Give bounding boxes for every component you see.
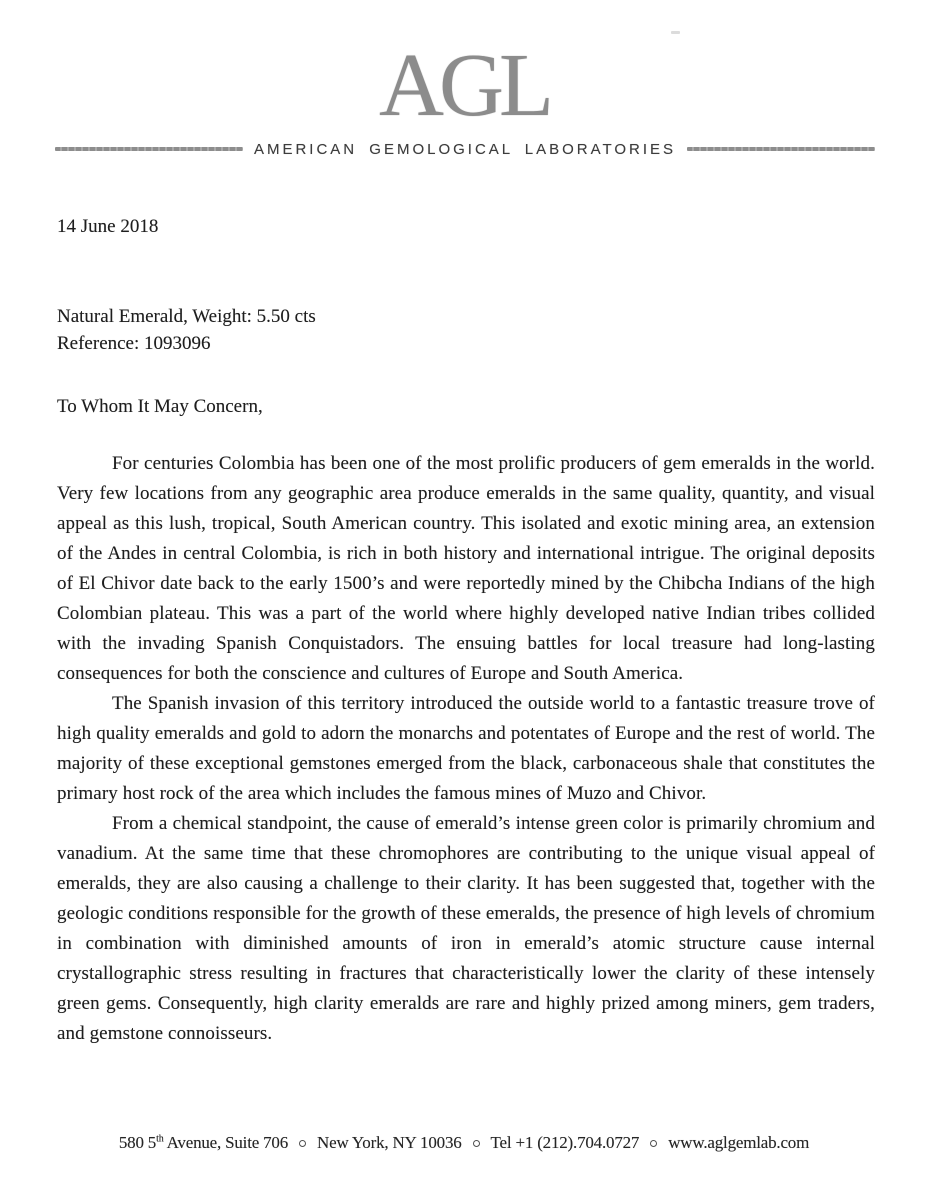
- subject-weight-line: Natural Emerald, Weight: 5.50 cts: [57, 306, 316, 327]
- org-name: AMERICAN GEMOLOGICAL LABORATORIES: [253, 140, 677, 158]
- footer-address: 580 5th Avenue, Suite 706: [118, 1133, 289, 1152]
- header-rule-row: [55, 137, 875, 161]
- salutation: To Whom It May Concern,: [57, 396, 263, 417]
- agl-logo: AGL: [379, 36, 549, 135]
- footer-website: www.aglgemlab.com: [668, 1133, 810, 1152]
- ordinal-suffix: th: [156, 1133, 164, 1145]
- letter-date: 14 June 2018: [57, 216, 159, 237]
- scan-artifact: [671, 31, 680, 34]
- body-paragraph: The Spanish invasion of this territory introduced the outside world to a fantastic treasure trove of high quality emeralds and gold to adorn the monarchs and potentates of Europe and the rest of world. The majority of these exceptional gemstones emerged from the black, carbonaceous shale that constitutes the primary host rock of the area which includes the famous mines of Muzo and Chivor.: [57, 693, 875, 804]
- dot-separator-icon: [299, 1140, 306, 1147]
- body-paragraph: From a chemical standpoint, the cause of emerald’s intense green color is primarily chromium and vanadium. At the same time that these chromophores are contributing to the unique visual appeal of emeralds, they are also causing a challenge to their clarity. It has been suggested that, together with the geologic conditions responsible for the growth of these emeralds, the presence of high levels of chromium in combination with diminished amounts of iron in emerald’s atomic structure cause internal crystallographic stress resulting in fractures that characteristically lower the clarity of these intensely green gems. Consequently, high clarity emeralds are rare and highly prized among miners, gem traders, and gemstone connoisseurs.: [57, 813, 875, 1044]
- header-rule-left: [55, 147, 243, 151]
- subject-reference-line: Reference: 1093096: [57, 333, 211, 354]
- dot-separator-icon: [650, 1140, 657, 1147]
- footer-phone: Tel +1 (212).704.0727: [490, 1133, 640, 1152]
- body-paragraph: For centuries Colombia has been one of the most prolific producers of gem emeralds in the world. Very few locations from any geographic area produce emeralds in the same quality, quantity, and visual appeal as this lush, tropical, South American country. This isolated and exotic mining area, an extension of the Andes in central Colombia, is rich in both history and international intrigue. The original deposits of El Chivor date back to the early 1500’s and were reportedly mined by the Chibcha Indians of the high Colombian plateau. This was a part of the world where highly developed native Indian tribes collided with the invading Spanish Conquistadors. The ensuing battles for local treasure had long-lasting consequences for both the conscience and cultures of Europe and South America.: [57, 453, 875, 684]
- footer-city: New York, NY 10036: [317, 1133, 462, 1152]
- letter-body: [57, 449, 875, 1049]
- footer-contact-line: [0, 1133, 928, 1153]
- header-rule-right: [687, 147, 875, 151]
- dot-separator-icon: [473, 1140, 480, 1147]
- subject-block: [57, 303, 316, 357]
